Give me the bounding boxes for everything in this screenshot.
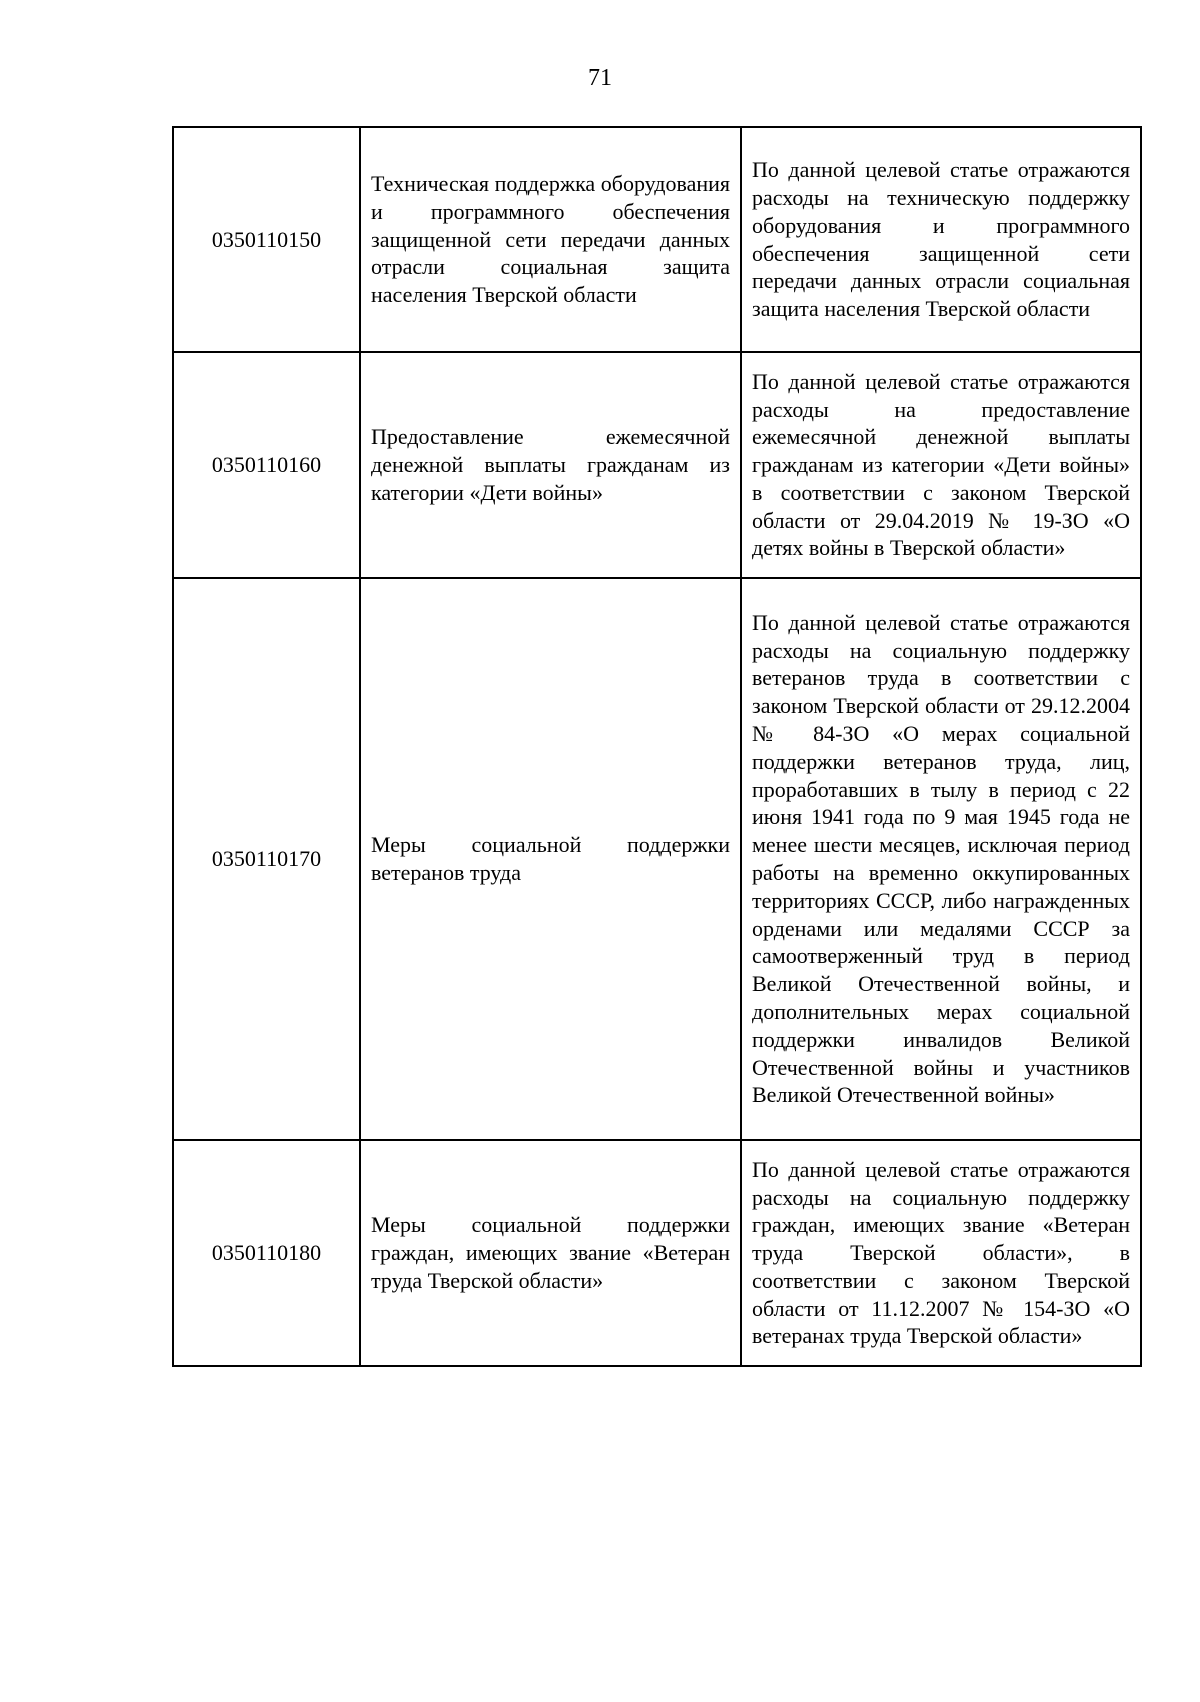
- target-article-description: По данной целевой статье отражаются расходы на социальную поддержку ветеранов труда в соответствии с законом Тверской области от 29.12.2004 № 84-ЗО «О мерах социальной поддержки ветеранов труда, лиц, проработавших в тылу в период с 22 июня 1941 года по 9 мая 1945 года не менее шести месяцев, исключая период работы на временно оккупированных территориях СССР, либо награжденных орденами или медалями СССР за самоотверженный труд в период Великой Отечественной войны, и дополнительных мерах социальной поддержки инвалидов Великой Отечественной войны и участников Великой Отечественной войны»: [741, 578, 1141, 1140]
- target-article-name: Предоставление ежемесячной денежной выплаты гражданам из категории «Дети войны»: [360, 352, 741, 578]
- target-article-description: По данной целевой статье отражаются расходы на социальную поддержку граждан, имеющих звание «Ветеран труда Тверской области», в соответствии с законом Тверской области от 11.12.2007 № 154-ЗО «О ветеранах труда Тверской области»: [741, 1140, 1141, 1366]
- target-article-code: 0350110170: [173, 578, 360, 1140]
- target-article-code: 0350110160: [173, 352, 360, 578]
- table-row: [173, 1140, 1141, 1366]
- target-article-name: Техническая поддержка оборудования и программного обеспечения защищенной сети передачи данных отрасли социальная защита населения Тверской области: [360, 127, 741, 352]
- target-article-code: 0350110180: [173, 1140, 360, 1366]
- target-article-description: По данной целевой статье отражаются расходы на предоставление ежемесячной денежной выплаты гражданам из категории «Дети войны» в соответствии с законом Тверской области от 29.04.2019 № 19-ЗО «О детях войны в Тверской области»: [741, 352, 1141, 578]
- target-article-name: Меры социальной поддержки ветеранов труда: [360, 578, 741, 1140]
- table-row: [173, 578, 1141, 1140]
- table-row: [173, 352, 1141, 578]
- table-row: [173, 127, 1141, 352]
- target-article-description: По данной целевой статье отражаются расходы на техническую поддержку оборудования и программного обеспечения защищенной сети передачи данных отрасли социальная защита населения Тверской области: [741, 127, 1141, 352]
- budget-classification-table: [172, 126, 1142, 1367]
- target-article-name: Меры социальной поддержки граждан, имеющих звание «Ветеран труда Тверской области»: [360, 1140, 741, 1366]
- page-number: 71: [588, 65, 612, 91]
- target-article-code: 0350110150: [173, 127, 360, 352]
